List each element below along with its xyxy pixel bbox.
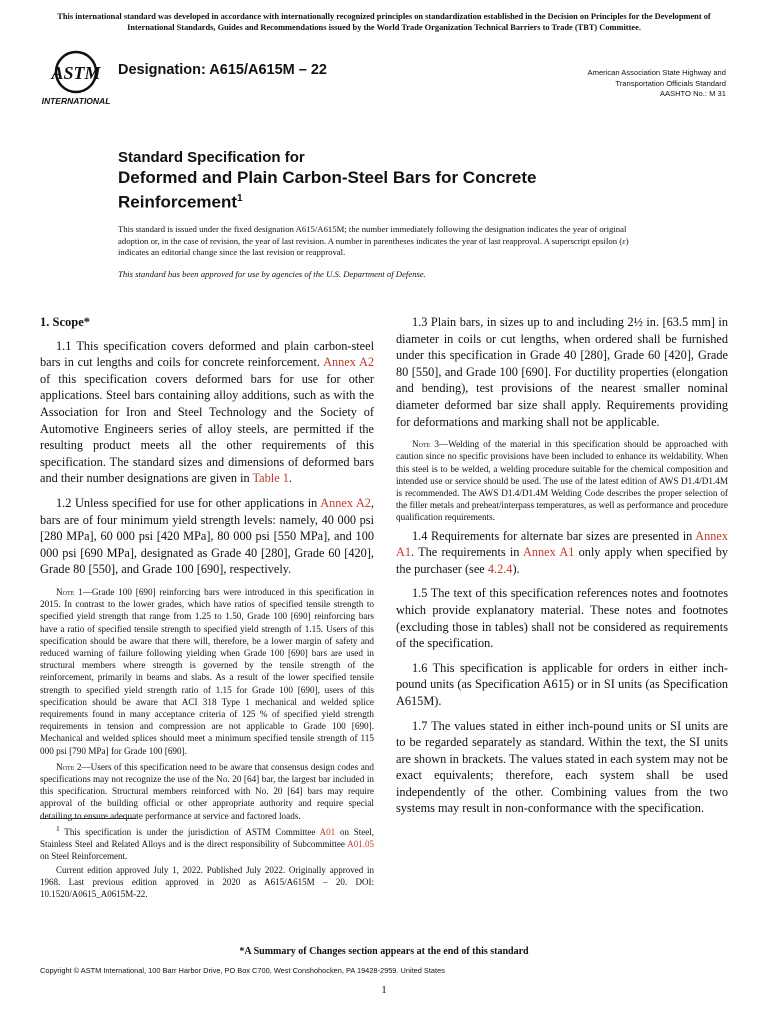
aashto-line-3: AASHTO No.: M 31 [659,89,726,98]
link-table-1[interactable]: Table 1 [252,471,289,486]
scope-heading: 1. Scope* [40,315,90,329]
note-2-start: Note 2—Users of this specification need to be aware that consensus design codes and specifications may not recognize the use of the No. 20 [64] bar, the largest bar included in this specification. Structural members reinforced with No. 20 [64] bars may require approval of the building official or other appropriate authority and require special detailing to ensure adequate performance at service and factored loads. [40,761,374,821]
paragraph-1-4: 1.4 Requirements for alternate bar sizes are presented in Annex A1. The requirements in Annex A1 only apply when specified by the purchaser (see 4.2.4). [396,528,728,576]
footnote-divider [40,818,136,819]
aashto-line-2: Transportation Officials Standard [615,78,726,88]
copyright: Copyright © ASTM International, 100 Barr Harbor Drive, PO Box C700, West Conshohocken, PA 19428-2959. United States [40,966,445,975]
paragraph-1-6: 1.6 This specification is applicable for orders in either inch-pound units (as Specification A615) or in SI units (as Specification A615M). [396,660,728,708]
title-line-2 [118,167,678,213]
footnote [40,823,374,902]
paragraph-1-2: 1.2 Unless specified for use for other applications in Annex A2, bars are of four minimum yield strength levels: namely, 40 000 psi [280 MPa], 60 000 psi [420 MPa], 80 000 psi [550 MPa], and 100 000 psi [690 MPa], designated as Grade 40 [280], Grade 60 [420], Grade 80 [550], and Grade 100 [690], respectively. [40,495,374,577]
logo-text: ASTM [51,63,101,83]
paragraph-1-5: 1.5 The text of this specification references notes and footnotes which provide explanatory material. These notes and footnotes (excluding those in tables) shall not be considered as requirements of the specification. [396,586,728,651]
link-annex-a1[interactable]: Annex A1 [396,528,728,560]
summary-of-changes-notice: *A Summary of Changes section appears at the end of this standard [239,946,529,957]
designation: Designation: A615/A615M – 22 [118,62,327,78]
right-column [396,314,728,825]
astm-logo [40,50,112,108]
link-annex-a1[interactable]: Annex A1 [522,545,575,560]
logo-subtext: INTERNATIONAL [41,96,111,106]
note-3-label: Note 3 [412,439,439,450]
link-section-4-2-4[interactable]: 4.2.4 [487,561,513,576]
title-line-1: Standard Specification for [118,149,305,166]
top-notice: This international standard was developed in accordance with internationally recognized principles on standardization established in the Decision on Principles for the Development of International Standards, Guides and Recommendations issued by the World Trade Organization Technical Barriers to Trade (TBT) Committee. [57,12,711,32]
title-line-2-text: Deformed and Plain Carbon-Steel Bars for Concrete [118,168,537,187]
page-number: 1 [381,984,387,996]
note-1: Note 1—Grade 100 [690] reinforcing bars were introduced in this specification in 2015. In contrast to the lower grades, which have ratios of specified tensile strength to specified yield strength that range from 1.25 to 1.50, Grade 100 [690] reinforcing bars have a ratio of specified tensile strength to specified yield strength of 1.15. Users of this specification should be aware that there will, therefore, be a lower margin of safety and reduced warning of failure following yielding when Grade 100 [690] bars are used in structural members where strength is governed by the tensile strength of the reinforcement, primarily in beams and slabs. As a result of the lower specified tensile strength to specified yield strength ratio of 1.15 for Grade 100 [690], users of this specification should be aware that ACI 318 Type 1 mechanical and welded splice requirements found in many acceptance criteria of 125 % of specified yield strength requirements in tension and compression are not applicable to Grade 100 [690]. Mechanical and welded splices should meet a minimum specified tensile strength of 115 000 psi [790 MPa] for Grade 100 [690]. [40,586,374,756]
dod-approval-statement: This standard has been approved for use by agencies of the U.S. Department of Defense. [118,269,426,279]
paragraph-1-1: 1.1 This specification covers deformed and plain carbon-steel bars in cut lengths and coils for concrete reinforcement. Annex A2 of this specification covers deformed bars for use for other applications. Steel bars containing alloy additions, such as with the Association for Iron and Steel Technology and the Society of Automotive Engineers series of alloy steels, are permitted if the resulting product meets all the other requirements of this specification. The standard sizes and dimensions of deformed bars and their number designations are given in Table 1. [40,338,374,486]
link-annex-a2[interactable]: Annex A2 [320,495,371,510]
aashto-block [588,68,726,100]
aashto-line-1: American Association State Highway and [587,68,726,77]
link-committee-a01[interactable]: A01 [319,827,336,837]
footnote-1: $^1$ This specification is under the jurisdiction of ASTM Committee A01 on Steel, Stainless Steel and Related Alloys and is the direct responsibility of Subcommittee A01.05 on Steel Reinforcement. [40,824,375,861]
link-annex-a2[interactable]: Annex A2 [323,355,374,370]
paragraph-1-7: 1.7 The values stated in either inch-pound units or SI units are to be regarded separately as standard. Within the text, the SI units are shown in brackets. The values stated in each system may not be exact equivalents; therefore, each system shall be used independently of the other. Combining values from the two systems may result in non-conformance with the specification. [396,718,728,816]
left-column [40,314,374,822]
title-line-3-text: Reinforcement [118,192,238,212]
title-block [118,148,678,213]
note-2-label: Note 2 [56,761,82,772]
issued-statement: This standard is issued under the fixed designation A615/A615M; the number immediately following the designation indicates the year of original adoption or, in the case of revision, the year of last revision. A number in parentheses indicates the year of last reapproval. A superscript epsilon (ε) indicates an editorial change since the last revision or reapproval. [118,224,629,258]
note-3: Note 3—Welding of the material in this specification should be approached with caution since no specific provisions have been included to enhance its weldability. When this steel is to be welded, a welding procedure suitable for the chemical composition and intended use or service should be used. The use of the latest edition of AWS D1.4/D1.4M is recommended. The AWS D1.4/D1.4M Welding Code describes the proper selection of the filler metals and preheat/interpass temperatures, as well as performance and procedure qualification requirements. [396,439,728,523]
paragraph-1-3: 1.3 Plain bars, in sizes up to and including 2½ in. [63.5 mm] in diameter in coils or cut lengths, when ordered shall be furnished under this specification in Grade 40 [280], Grade 60 [420], Grade 80 [550], and Grade 100 [690]. For ductility properties (elongation and bending), test provisions of the nearest smaller nominal diameter deformed bar size shall apply. Requirements providing for deformations and marking shall not be applicable. [396,315,728,429]
title-footnote-mark: 1 [237,193,243,204]
note-1-label: Note 1 [56,586,83,597]
link-subcommittee-a01-05[interactable]: A01.05 [347,839,374,849]
footnote-edition: Current edition approved July 1, 2022. Published July 2022. Originally approved in 1968. Last previous edition approved in 2020 as A615/A615M – 20. DOI: 10.1520/A0615_A0615M-22. [40,865,374,899]
